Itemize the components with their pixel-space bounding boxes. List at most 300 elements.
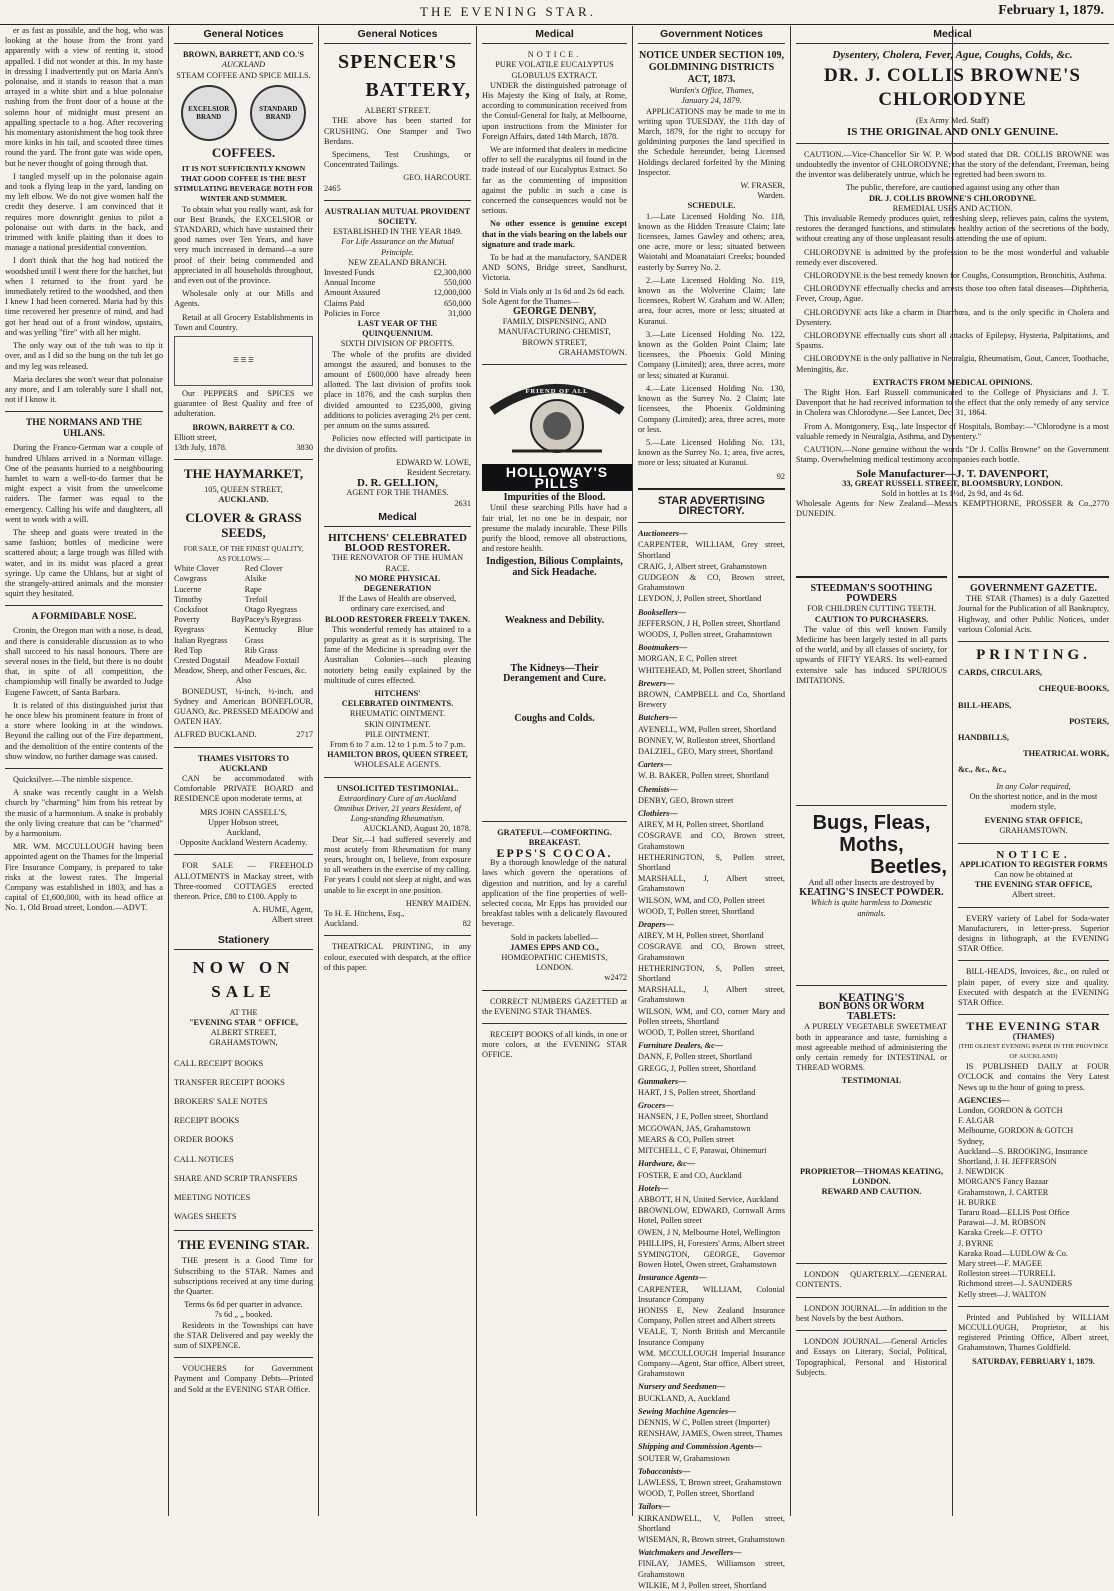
schedule-list [638,212,785,469]
story-paragraph: I tangled myself up in the polonaise again and took a flying leap in the yard, landing on my left elbow. We do not give women half the credit they deserve. I am convinced that it requires more downright genius to pilot a polonaise out with darts in the back, and trimmed with knife plaiting than it does to manage a national presidential convention. [5,171,163,253]
ad-address: GRAHAMSTOWN. [999,826,1068,836]
imprint: Printed and Published by WILLIAM MCCULLOUGH, Proprietor, at his registered Printing Office, Albert street, Grahamstown, Thames Goldfield. [958,1312,1109,1353]
agency-item: Rolleston street—TURRELL [958,1269,1056,1279]
directory-category: Nursery and Seedsmen— [638,1382,726,1392]
story-paragraph: MR. WM. MCCULLOUGH having been appointed agent on the Thames for the Imperial Fire Insurance Company, is prepared to take risks at the lowest rates. The Imperial Company was established in 1803, and has a capital of £1,600,000, with its head office at No. 1, Old Broad street, London.—ADVT. [5,842,163,913]
ad-body: Our PEPPERS and SPICES we guarantee of Best Quality and free of adulteration. [174,389,313,419]
ad-date: AUCKLAND, August 20, 1878. [363,824,471,834]
ad-signature: ALFRED BUCKLAND. [174,730,257,740]
ad-subheading: NO MORE PHYSICAL DEGENERATION [354,573,441,593]
column-6a-remedies [791,576,952,1516]
directory-entry: COSGRAVE and CO, Brown street, Grahamstown [638,831,785,851]
ad-date: January 24, 1879. [681,96,742,106]
ad-heading: Beetles, [870,856,947,879]
directory-entry: HETHERINGTON, S, Pollen street, Shortland [638,963,785,984]
book-list [174,1058,313,1222]
chlorodyne-uses [796,248,1109,375]
ad-body: Policies now effected will participate in the division of profits. [324,434,471,454]
section-heading: Government Notices [638,26,785,44]
ad-signature: FAMILY, DISPENSING, AND MANUFACTURING CHEMIST, [498,317,611,337]
ad-body: Sold in Vials only at 1s 6d and 2s 6d each. [484,286,625,296]
ad-number: 2717 [296,730,313,740]
seed-item: Cocksfoot [174,604,209,614]
ad-body: On the shortest notice, and in the most modern style, [969,791,1098,812]
directory-entry: WILSON, WM, and CO, corner Mary and Pollen streets, Shortland [638,1006,785,1026]
ad-address: Albert street. [1011,890,1056,900]
printing-item: BILL-HEADS, [958,700,1012,710]
ad-body: If the Laws of Health are observed, ordinary care exercised, and [338,594,457,614]
ad-subheading: (THAMES) [1012,1031,1055,1041]
stat-value: £2,300,000 [433,268,471,278]
ad-heading: THE EVENING STAR [966,1019,1101,1034]
story-paragraph: I don't think that the hog had noticed the woodshed until I went there for the hatchet, but when I returned to the front yard he immediately retired to the woodshed, and then I knew I had been cornered. Maria had by this time recovered her presence of mind, and had got her head out of a front window, upstairs, and was yelling "fire" with all her might. [5,256,163,337]
ad-heading: NOTICE UNDER SECTION 109, GOLDMINING DISTRICTS ACT, 1873. [638,50,785,86]
story-title: A FORMIDABLE NOSE. [31,612,137,623]
stat-label: Policies in Force [324,308,380,318]
text-block [796,919,947,979]
ad-heading: Coughs and Colds. [514,713,595,725]
ad-body: This invaluable Remedy produces quiet, refreshing sleep, relieves pain, calms the system, restores the deranged functions, and stimulates healthy action of the secretions of the body, without creating any of those unpleasant results attending the use of opium. [796,214,1109,244]
ad-subheading: PURE VOLATILE EUCALYPTUS GLOBULUS EXTRACT. [495,60,614,80]
text-block [796,1197,947,1257]
ad-heading: The Kidneys—Their Derangement and Cure. [503,662,606,685]
book-item: WAGES SHEETS [174,1211,237,1222]
directory-category: Hotels— [638,1183,669,1193]
ad-subheading: (THE OLDEST EVENING PAPER IN THE PROVINCE OF AUCKLAND) [958,1042,1109,1060]
directory-entry: GUDGEON & CO, Brown street, Grahamstown [638,572,785,593]
directory-entry: WOOD, T, Pollen street, Shortland [638,1028,755,1038]
directory-category: Butchers— [638,713,678,723]
ad-body: Specimens, Test Crushings, or Concentrated Tailings. [324,150,471,170]
seed-item: Rape [244,584,262,594]
directory-entry: WILKIE, M J, Pollen street, Shortland [638,1580,767,1590]
book-item: CALL RECEIPT BOOKS [174,1057,264,1068]
ad-signature: WHOLESALE AGENTS. [353,760,442,770]
directory-category: Grocers— [638,1101,674,1111]
ad-heading: NOTICE. [996,848,1071,861]
directory-category: Hardware, &c— [638,1159,696,1169]
ad-subheading: SKIN OINTMENT. [364,719,431,729]
ad-body: IS PUBLISHED DAILY at FOUR O'CLOCK and contains the Very Latest News up to the hour of going to press. [958,1062,1109,1092]
directory-entry: AVENELL, WM, Pollen street, Shortland [638,724,777,734]
directory-entry: WOODS, J, Pollen street, Grahamstown [638,629,772,639]
ad-address: GRAHAMSTOWN. [558,347,627,357]
story-paragraph: Maria declares she won't wear that polonaise any more, and I am tolerably sure I shall not, not if I know it. [5,374,163,405]
ad-body: DR. J. COLLIS BROWNE'S CHLORODYNE. [868,193,1037,203]
ad-body: The whole of the profits are divided amongst the assured, and bonuses to the amount of £600,000 have already been allotted. The last division of profits took place in 1876, and the cash surplus then divided amounted to £235,000, giving additions to policies averaging 2½ per cent. per annum on the sums assured. [324,349,471,431]
ad-signature: D. R. GELLION, [357,477,438,490]
directory-entry: WILSON, WM, and CO, Pollen street [638,895,765,905]
seed-item: Kentucky Blue Grass [244,625,313,645]
ad-body: A PURELY VEGETABLE SWEETMEAT both in appearance and taste, furnishing a most agreeable method of administering the only certain remedy for INTESTINAL or THREAD WORMS. [796,1022,947,1073]
ad-subheading: NEW ZEALAND BRANCH. [348,257,447,267]
ad-address: ALBERT STREET, [210,1028,277,1038]
ad-signature: HENRY MAIDEN. [405,898,471,908]
ad-address: Upper Hobson street, [208,817,279,827]
directory-entry: DANN, F, Pollen street, Shortland [638,1052,752,1062]
stat-label: Annual Income [324,278,376,288]
emblem-motto: FRIEND OF ALL [525,388,589,396]
seed-item: Rib Grass [244,645,278,655]
column-2-general-notices [169,26,318,1516]
ad-address: Elliott street, [174,432,217,442]
directory-entry: WOOD, T, Pollen street, Shortland [638,1489,755,1499]
ad-body: Wholesale only at our Mills and Agents. [174,289,313,309]
directory-entry: CRAIG, J, Albert street, Grahamstown [638,561,767,571]
ad-body: EVERY variety of Label for Soda-water Manufacturers, in letter-press. Superior designs in lithograph, at the EVENING STAR Office. [958,913,1109,954]
book-item: SHARE AND SCRIP TRANSFERS [174,1172,298,1183]
directory-entry: VEALE, T, North British and Mercantile Insurance Company [638,1327,785,1347]
directory-entry: WISEMAN, R, Brown street, Grahamstown [638,1535,785,1544]
column-4-medical [477,26,632,1516]
masthead [0,0,1114,25]
column-7-printing [953,576,1114,1516]
holloway-banner: HOLLOWAY'S PILLS [482,464,632,490]
ad-heading: KEATING'S INSECT POWDER. [799,887,944,899]
book-item: BROKERS' SALE NOTES [174,1096,268,1107]
stat-value: 550,000 [444,278,471,288]
directory-entry: FINLAY, JAMES, Williamson street, Grahamstown [638,1559,785,1579]
section-heading: Stationery [174,932,313,950]
seed-item: Red Clover [244,564,283,574]
chlorodyne-use: CHLORODYNE is the best remedy known for Coughs, Consumption, Bronchitis, Asthma. [804,271,1107,281]
ad-body: Also [235,676,252,686]
story-paragraph: The sheep and goats were treated in the same fashion; bottles of medicine were scattered about; a large trough was filled with water, and in its midst was placed a great syringe. Up came the Uhlans, but at sight of the strangely-attired animals and the monster squirt they hesitated. [5,527,163,599]
story-misc [5,775,163,914]
agency-item: Grahamstown, J. CARTER [958,1187,1049,1197]
ad-body: BONEDUST, ¼-inch, ½-inch, and Sydney and American BONEFLOUR, GUANO, &c. PRESSED MEADOW and OATEN HAY. [174,686,313,727]
ad-body: LONDON JOURNAL.—General Articles and Essays on Literary, Social, Political, Topographical, Personal and Historical Subjects. [796,1337,947,1377]
agency-item: H. BURKE [958,1197,997,1207]
column-3-notices [319,26,476,1516]
text-block [482,578,627,616]
ad-heading: THE HAYMARKET, [183,466,304,482]
ad-body: CAN be accommodated with Comfortable PRIVATE BOARD and RESIDENCE upon moderate terms, at [174,773,313,804]
ad-body: This wonderful remedy has attained to a popularity as great as it is surprising. The fame of the Medicine is spreading over the Australian Colonies—such pleasing notoriety being easily explained by the multitude of cures effected. [324,624,471,685]
schedule-item: 5.—Late Licensed Holding No. 131, known as the Surrey No. 1; area, five acres, more or less; situated at Kuranui. [638,437,785,468]
ad-subheading: Extraordinary Cure of an Auckland Omnibus Driver, 21 years Resident, of Long-standing Rheumatism. [334,793,461,824]
ad-signature: To H. E. Hitchens, Esq., [324,909,405,919]
ad-body: Sole Agent for the Thames— [482,296,580,306]
agency-item: London, GORDON & GOTCH [958,1105,1063,1115]
ad-subheading: ESTABLISHED IN THE YEAR 1849. [332,227,463,237]
ad-heading: Weakness and Debility. [504,614,605,626]
directory-category: Tailors— [638,1502,670,1512]
stat-value: 12,000,000 [433,288,471,298]
agency-item: Mary street—F. MAGEE [958,1258,1042,1268]
schedule-item: 1.—Late Licensed Holding No. 118, known as the Hidden Treasure Claim; late licensees, James Gawley and others; area, one acre, more or less; situated between Waiotahi and Moanataiari Creeks; bounded easterly by Surrey No. 2. [638,211,785,272]
section-heading: Medical [482,26,627,44]
directory-category: Insurance Agents— [638,1273,707,1283]
seed-list [174,564,313,666]
directory-entry: MARSHALL, J, Albert street, Grahamstown [638,985,785,1005]
ad-date: 13th July, 1878. [174,443,227,453]
ad-address: Opposite Auckland Western Academy. [179,838,308,848]
section-heading: General Notices [174,26,313,44]
ad-body: Sold in packets labelled— [510,932,599,942]
story-paragraph: The only way out of the tub was to tip it over, and as I did so the bung on the tub let go and my leg was released. [5,341,163,371]
agency-item: Kelly street—J. WALTON [958,1289,1047,1299]
agency-item: MORGAN'S Fancy Bazaar [958,1177,1049,1187]
ad-body: To be had at the manufactory, SANDER AND SONS, Bridge street, Sandhurst, Victoria. [482,253,627,283]
directory-category: Shipping and Commission Agents— [638,1442,762,1452]
seed-item: Red Top [174,645,203,655]
ad-signature: BROWN, BARRETT & CO. [192,422,295,432]
ad-body: In any Color required, [996,781,1071,791]
ad-body: From A. Montgomery, Esq., late Inspector of Hospitals, Bombay:—"Chlorodyne is a most valuable remedy in Neuralgia, Asthma, and Dysentery." [796,421,1109,441]
ad-subheading: SCHEDULE. [687,201,736,211]
brand-table: ☰ ☰ ☰ [174,336,313,386]
story-polonaise [5,26,163,405]
column-5-government [633,26,790,1590]
seed-item: Lucerne [174,584,202,594]
ad-signature: MRS JOHN CASSELL'S, [199,807,288,817]
directory-entry: MCGOWAN, JAS, Grahamstown [638,1123,751,1133]
agency-item: J. BYRNE [958,1238,994,1248]
section-heading: Medical [324,509,471,527]
ad-heading: THE EVENING STAR. [177,1237,310,1253]
ad-signature: Resident Secretary. [407,467,471,477]
column-1-stories [0,26,168,1516]
ad-signature: THE EVENING STAR OFFICE, [974,880,1093,890]
directory-category: Furniture Dealers, &c— [638,1041,724,1051]
ad-body: The public, therefore, are cautioned against using any other than [845,183,1060,193]
directory-entry: AIREY, M H, Pollen street, Shortland [638,820,764,830]
ad-body: CAUTION.—Vice-Chancellor Sir W. P. Wood stated that DR. COLLIS BROWNE was undoubtedly the inventor of CHLORODYNE; that the story of the defendant, Freeman, being the inventor was deliberately untrue, which he regretted had been sworn to. [796,149,1109,180]
ad-subheading: For Life Assurance on the Mutual Principle. [341,237,454,257]
stat-label: Amount Assured [324,288,381,298]
ad-body: APPLICATIONS may be made to me in writing upon TUESDAY, the 11th day of March, 1879, for the right to occupy for goldmining purposes the land specified in the Schedule hereunder, being Licensed Holdings declared forfeited by the Mining Inspector. [638,106,785,177]
directory-entry: COSGRAVE and CO, Brown street, Grahamstown [638,942,785,962]
ad-body: UNDER the distinguished patronage of His Majesty the King of Italy, at Rome, according to communication received from the Consul-General for Italy, at Melbourne, upon instructions from the Minister for Foreign Affairs, dated 14th March, 1878. [482,80,627,141]
section-heading: Medical [796,26,1109,44]
directory-entry: HANSEN, J E, Pollen street, Shortland [638,1112,768,1122]
ad-signature: W. FRASER, [740,181,785,191]
directory-entry: WOOD, T, Pollen street, Shortland [638,906,755,916]
directory-entry: WHITEHEAD, M, Pollen street, Shortland [638,665,782,675]
agency-list [958,1106,1109,1300]
ad-subheading: CAUTION TO PURCHASERS. [814,614,929,624]
schedule-item: 2.—Late Licensed Holding No. 119, known as the Wolverine Claim; late licensees, Robert W. Graham and W. Allen; area, four acres, more or less; situated at Kuranui. [638,275,785,326]
ad-address: AUCKLAND. [218,495,269,505]
ad-subheading: STEAM COFFEE AND SPICE MILLS. [176,70,311,80]
ad-subheading: FOR CHILDREN CUTTING TEETH. [807,604,936,614]
chlorodyne-use: CHLORODYNE is admitted by the profession to be the most wonderful and valuable remedy ever discovered. [796,247,1109,267]
text-block [796,689,947,799]
ad-body: FOR SALE — FREEHOLD ALLOTMENTS in Mackay street, with Three-roomed COTTAGES erected thereon. Price, £80 to £100. Apply to [174,861,313,901]
ad-body: Retail at all Grocery Establishments in Town and Country. [174,312,313,332]
chlorodyne-use: CHLORODYNE effectually checks and arrests those too often fatal diseases—Diphtheria, Fever, Croup, Ague. [796,284,1109,304]
directory-category: Tobacconists— [638,1466,691,1476]
ad-heading: AUSTRALIAN MUTUAL PROVIDENT SOCIETY. [324,206,471,227]
standard-logo-icon: STANDARD BRAND [250,85,306,141]
amp-stats-table [324,268,471,319]
directory-entry: DENNIS, W C, Pollen street (Importer) [638,1417,770,1427]
story-paragraph: Cronin, the Oregon man with a nose, is dead, and there is considerable discussion as to who shall succeed to his nasal honours. There are several noses in the field, but there is no doubt that, in spite of all competition, the championship will finally be awarded to Judge Eugene Fawcett, of Santa Barbara. [5,626,164,697]
directory-entry: HART, J S, Pollen street, Shortland [638,1088,756,1098]
seed-item: White Clover [174,564,219,574]
directory-category: Carters— [638,760,672,770]
seed-item: Meadow Foxtail [244,655,300,665]
ad-subheading: SIXTH DIVISION OF PROFITS. [340,339,455,349]
ad-signature: AGENT FOR THE THAMES. [346,488,449,498]
ad-heading: SPENCER'S [337,51,458,74]
printing-list [958,668,1109,775]
ad-signature: Sole Manufacturer—J. T. DAVENPORT, [856,467,1049,480]
ad-body: No other essence is genuine except that in the vials bearing on the labels our signature and trade mark. [482,219,627,249]
agency-item: Tararu Road—ELLIS Post Office [958,1207,1070,1217]
ad-heading: BATTERY, [365,79,471,102]
ad-signature: A. HUME, Agent, [252,905,313,915]
directory-entry: MARSHALL, J, Albert street, Grahamstown [638,874,785,894]
ad-body: THE STAR (Thames) is a duly Gazetted Journal for the Publication of all Bankruptcy, Highway, and other Public Notices, under various Colonial Acts. [958,594,1109,634]
ad-heading: BON BONS OR WORM TABLETS: [818,1001,925,1023]
text-block [796,1087,947,1167]
ad-address: 105, QUEEN STREET, [204,485,283,495]
directory-entry: BROWNLOW, EDWARD, Cornwall Arms Hotel, Pollen street [638,1206,785,1226]
ad-number: 3830 [296,443,313,453]
directory-category: Drapers— [638,920,674,930]
agency-item: Shortland, J. H. JEFFERSON [958,1156,1057,1166]
directory-category: Auctioneers— [638,529,688,539]
ad-heading: NOTICE. [527,50,582,60]
ad-subheading: AUCKLAND [221,60,266,70]
ad-heading: "EVENING STAR " OFFICE, [188,1018,299,1027]
ad-body: From 6 to 7 a.m. 12 to 1 p.m. 5 to 7 p.m. [329,739,466,749]
excelsior-logo-icon: EXCELSIOR BRAND [181,85,237,141]
ad-body: LONDON JOURNAL.—In addition to the best Novels by the best Authors. [796,1303,947,1323]
ad-subheading: AGENCIES— [958,1095,1010,1105]
printing-item: CARDS, CIRCULARS, [958,668,1043,678]
seed-item: Poverty Bay Ryegrass [174,615,245,635]
directory-entry: FOSTER, E and CO, Auckland [638,1170,742,1180]
ad-subheading: BLOOD RESTORER FREELY TAKEN. [324,614,471,624]
directory-entry: BROWN, CAMPBELL and Co, Shortland Brewery [638,689,785,710]
text-block [482,725,627,815]
ad-body: The Right Hon. Earl Russell communicated to the College of Physicians and J. T. Davenport that he had received information to the effect that the only remedy of any service in Cholera was Chlorodyne.—See Lancet, Dec. 31, 1864. [796,388,1109,418]
agency-item: Parawai—J. M. ROBSON [958,1218,1046,1228]
schedule-item: 4.—Late Licensed Holding No. 130, known as the Surrey No. 2 Claim; late licensees, the Phoenix Goldmining Company (Limited); area, three acres, more or less. [638,383,785,434]
ad-caps: IT IS NOT SUFFICIENTLY KNOWN THAT GOOD COFFEE IS THE BEST STIMULATING BEVERAGE BOTH FOR WINTER AND SUMMER. [174,163,313,204]
directory-entry: MITCHELL, C F, Parawai, Ohinemuri [638,1146,767,1156]
chlorodyne-use: CHLORODYNE acts like a charm in Diarrhœa, and is the only specific in Cholera and Dysentery. [796,307,1109,327]
directory-entry: SOUTER W, Grahamstown [638,1453,730,1463]
ad-body: Terms 6s 6d per quarter in advance. [184,1300,303,1310]
ad-address: 33, GREAT RUSSELL STREET, BLOOMSBURY, LONDON. [842,478,1063,488]
stat-label: Claims Paid [324,298,365,308]
agency-item: F. ALGAR [958,1116,995,1126]
agency-item: Melbourne, GORDON & GOTCH [958,1126,1074,1136]
directory-entry: GREGG, J, Pollen street, Shortland [638,1063,756,1073]
directory-entry: PHILLIPS, H, Foresters' Arms, Albert street [638,1238,785,1248]
agency-item: Richmond street—J. SAUNDERS [958,1279,1073,1289]
ad-subheading: PILE OINTMENT. [365,729,430,739]
story-paragraph: During the Franco-German war a couple of hundred Uhlans arrived in a Norman village. One of the peasants hurried to a neighbouring hamlet to warn a well-to-do farmer that he might expect a visit from the unwelcome raiders. The farmer was equal to the emergency. Calling his wife and daughters, all went to work with a will. [5,443,163,524]
story-paragraph: er as fast as possible, and the hog, who was looking at the house from the front yard apparently with a view of renting it, stood appalled. I did not wonder at this. In my haste in dressing I inadvertently put on Maria Ann's polonaise, and it stands to reason that a man arrayed in a white shirt and a blue polonaise rushing from the front door of a house at the solemn hour of midnight must present an appalling spectacle to a hog. After recovering his momentary astonishment the hog took three more kinks in his tail, and scooted three times round the yard. The front gate was wide open, but he never thought of going through that. [5,26,163,168]
story-paragraph: A snake was recently caught in a Welsh church by "charming" him from his retreat by the music of a harmonium. A snake is probably the only living creature that can be "charmed" by a harmonium. [5,788,163,839]
directory-entry: BONNEY, W, Rolleston street, Shortland [638,735,775,745]
stat-row [324,299,471,309]
ad-address: GRAHAMSTOWN, [209,1038,278,1048]
ad-heading: STEEDMAN'S SOOTHING POWDERS [810,583,933,605]
ad-body: RECEIPT BOOKS of all kinds, in one or more colors, at the EVENING STAR OFFICE. [482,1029,627,1060]
directory-entry: LEYDON, J, Pollen street, Shortland [638,594,762,604]
ad-body: To obtain what you really want, ask for our Best Brands, the EXCELSIOR or STANDARD, which have sustained their good names over Ten Years, and have very much increased in demand—a sure proof of their being commended and appreciated in all households throughout, and even out of the province. [174,204,313,286]
ad-heading: UNSOLICITED TESTIMONIAL. [336,783,459,793]
ad-heading: KEATING'S [838,989,905,1004]
ad-signature: HAMILTON BROS, QUEEN STREET, [327,750,468,760]
book-item: TRANSFER RECEIPT BOOKS [174,1076,285,1087]
book-item: RECEIPT BOOKS [174,1115,240,1126]
directory-entry: OWEN, J N, Melbourne Hotel, Wellington [638,1227,781,1237]
chlorodyne-use: CHLORODYNE is the only palliative in Neuralgia, Rheumatism, Gout, Cancer, Toothache, Meningitis, &c. [796,354,1109,374]
ad-heading: CLOVER & GRASS SEEDS, [185,509,302,540]
seed-item: Alsike [244,574,267,584]
directory-category: Brewers— [638,678,675,688]
ad-signature: EDWARD W. LOWE, [396,457,471,467]
ad-body: And all other Insects are destroyed by [808,878,935,888]
ad-address: Warden's Office, Thames, [669,86,754,96]
ad-signature: HOMŒOPATHIC CHEMISTS, [501,952,608,962]
ad-subheading: LAST YEAR OF THE QUINQUENNIUM. [357,319,438,339]
directory-category: Watchmakers and Jewellers— [638,1548,742,1558]
seed-item: Pacey's Ryegrass [244,615,302,625]
schedule-item: 3.—Late Licensed Holding No. 122, known as the Golden Point Claim; late licensees, the Phoenix Gold Mining Company (Limited); area, three acres, more or less; situated at Kuranui. [638,329,785,380]
ad-body: 7s 6d „ „ booked. [214,1310,273,1320]
ad-subheading: REWARD AND CAUTION. [821,1187,922,1197]
ad-body: We are informed that dealers in medicine offer to sell the eucalyptus oil found in the trade instead of our Eucalyptus Extract. So far as the commenting of imposition against the public in such a case is concerned the consequences would not be serious. [482,145,627,216]
ad-subheading: BREAKFAST. [528,837,581,847]
ad-body: The value of this well known Family Medicine has been largely tested in all parts of the world, and by all classes of society, for upwards of FIFTY YEARS. Its well-earned extensive sale has induced SPURIOUS IMITATIONS. [796,624,947,685]
story-paragraph: It is related of this distinguished jurist that he once blew his prominent feature in front of a store where looking in at the windows. Beyond the calling out of the Fire department, and the demolition of the entire contents of the show window, no further damage was caused. [5,700,163,761]
ad-body: Sold in bottles at 1s 1½d, 2s 9d, and 4s 6d. [881,488,1024,498]
ad-heading: EPPS'S COCOA. [496,845,613,860]
text-block [482,684,627,714]
ad-subheading: REMEDIAL USES AND ACTION. [892,203,1013,213]
ad-number: 2465 [324,183,341,193]
ad-number: 82 [462,919,471,929]
story-normans [5,443,163,599]
printing-item: CHEQUE-BOOKS, [1038,684,1109,694]
ad-signature: GEORGE DENBY, [513,306,596,318]
printing-item: HANDBILLS, [958,733,1009,743]
ad-subheading: (Ex Army Med. Staff) [915,116,990,126]
seed-item: Otago Ryegrass [244,604,298,614]
ad-heading: Indigestion, Bilious Complaints, and Sick Headache. [486,556,623,578]
advertising-directory [638,529,785,1591]
directory-entry: LAWLESS, T, Brown street, Grahamstown [638,1477,782,1487]
directory-entry: W. B. BAKER, Pollen street, Shortland [638,771,769,781]
ad-subheading: APPLICATION TO REGISTER FORMS [959,859,1108,869]
printing-item: &c., &c., &c., [958,765,1007,775]
ad-address: ALBERT STREET. [364,106,431,116]
agency-item: J. NEWDICK [958,1167,1005,1177]
ad-heading: HITCHENS' [374,688,421,698]
seed-item: Crested Dogstail [174,655,230,665]
story-nose [5,626,163,762]
story-title: THE NORMANS AND THE UHLANS. [25,418,143,440]
issue-date: February 1, 1879. [998,3,1104,18]
directory-entry: MORGAN, E C, Pollen street [638,654,738,664]
seed-item: Timothy [174,594,203,604]
ad-number: w2472 [604,973,627,983]
ad-number: 2770 [1092,499,1109,509]
directory-category: Clothiers— [638,809,678,818]
seed-item: Cowgrass [174,574,207,584]
ad-body: BILL-HEADS, Invoices, &c., on ruled or plain paper, of every size and quality. Executed with despatch at the EVENING STAR Office. [958,967,1109,1008]
imprint-date: SATURDAY, FEBRUARY 1, 1879. [972,1356,1095,1366]
ad-heading: NOW ON SALE [192,957,295,1001]
